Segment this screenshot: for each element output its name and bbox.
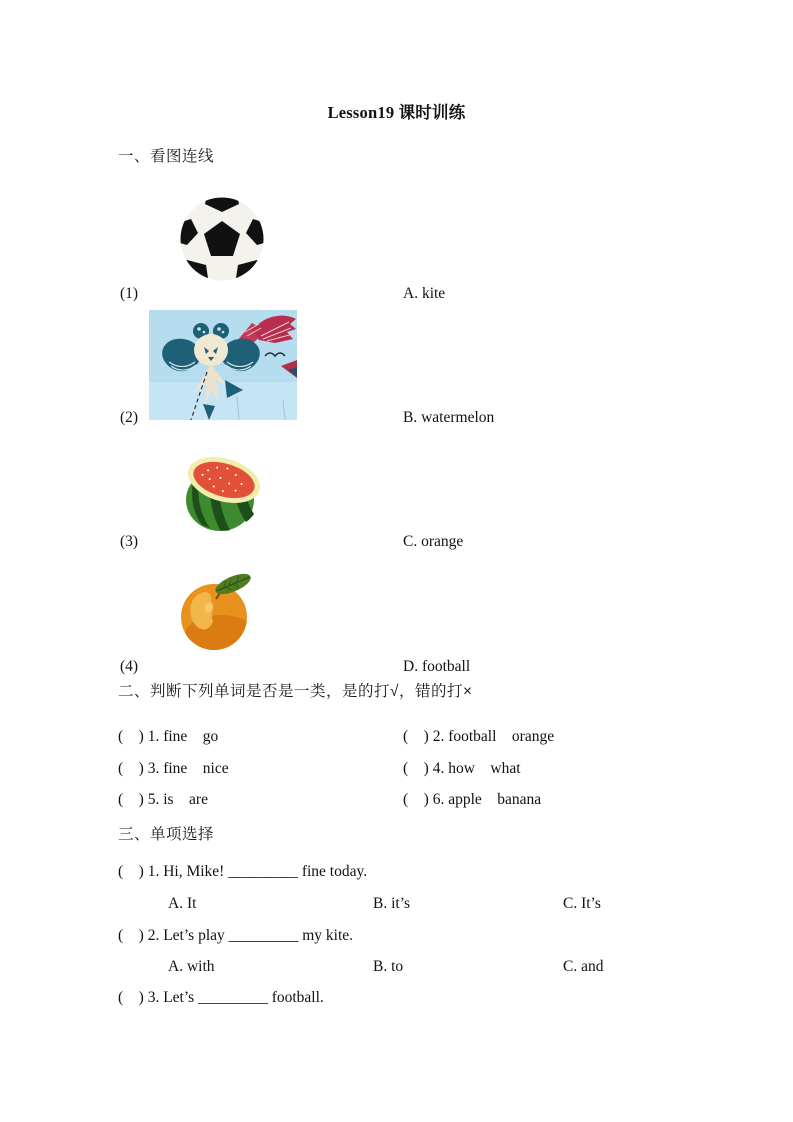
kite-image	[149, 310, 297, 420]
section-3-heading: 三、单项选择	[118, 826, 215, 843]
choice-option-2a: A. with	[168, 958, 215, 975]
football-icon	[179, 196, 265, 282]
football-image	[179, 196, 265, 282]
choice-option-1c: C. It’s	[563, 895, 601, 912]
orange-image	[175, 569, 255, 651]
match-item-number: (2)	[120, 409, 139, 426]
judge-item-1: ( ) 1. fine go	[118, 728, 219, 745]
match-item-number: (1)	[120, 285, 139, 302]
section-2-heading: 二、判断下列单词是否是一类，是的打√，错的打×	[118, 683, 473, 700]
orange-icon	[175, 569, 255, 651]
match-item-number: (4)	[120, 658, 139, 675]
match-option-label: D. football	[403, 658, 471, 675]
choice-question-1: ( ) 1. Hi, Mike! _________ fine today.	[118, 863, 368, 880]
choice-option-2c: C. and	[563, 958, 604, 975]
match-item-number: (3)	[120, 533, 139, 550]
page-title: Lesson19 课时训练	[327, 103, 466, 122]
section-1-heading: 一、看图连线	[118, 148, 215, 165]
choice-option-2b: B. to	[373, 958, 404, 975]
match-option-label: A. kite	[403, 285, 446, 302]
watermelon-icon	[182, 446, 262, 532]
judge-item-4: ( ) 4. how what	[403, 760, 521, 777]
judge-item-5: ( ) 5. is are	[118, 791, 208, 808]
choice-question-2: ( ) 2. Let’s play _________ my kite.	[118, 927, 354, 944]
judge-item-6: ( ) 6. apple banana	[403, 791, 542, 808]
kite-icon	[149, 310, 297, 420]
match-option-label: C. orange	[403, 533, 464, 550]
match-option-label: B. watermelon	[403, 409, 495, 426]
choice-question-3: ( ) 3. Let’s _________ football.	[118, 989, 324, 1006]
watermelon-image	[182, 446, 262, 532]
judge-item-2: ( ) 2. football orange	[403, 728, 555, 745]
choice-option-1a: A. It	[168, 895, 197, 912]
judge-item-3: ( ) 3. fine nice	[118, 760, 229, 777]
choice-option-1b: B. it’s	[373, 895, 411, 912]
